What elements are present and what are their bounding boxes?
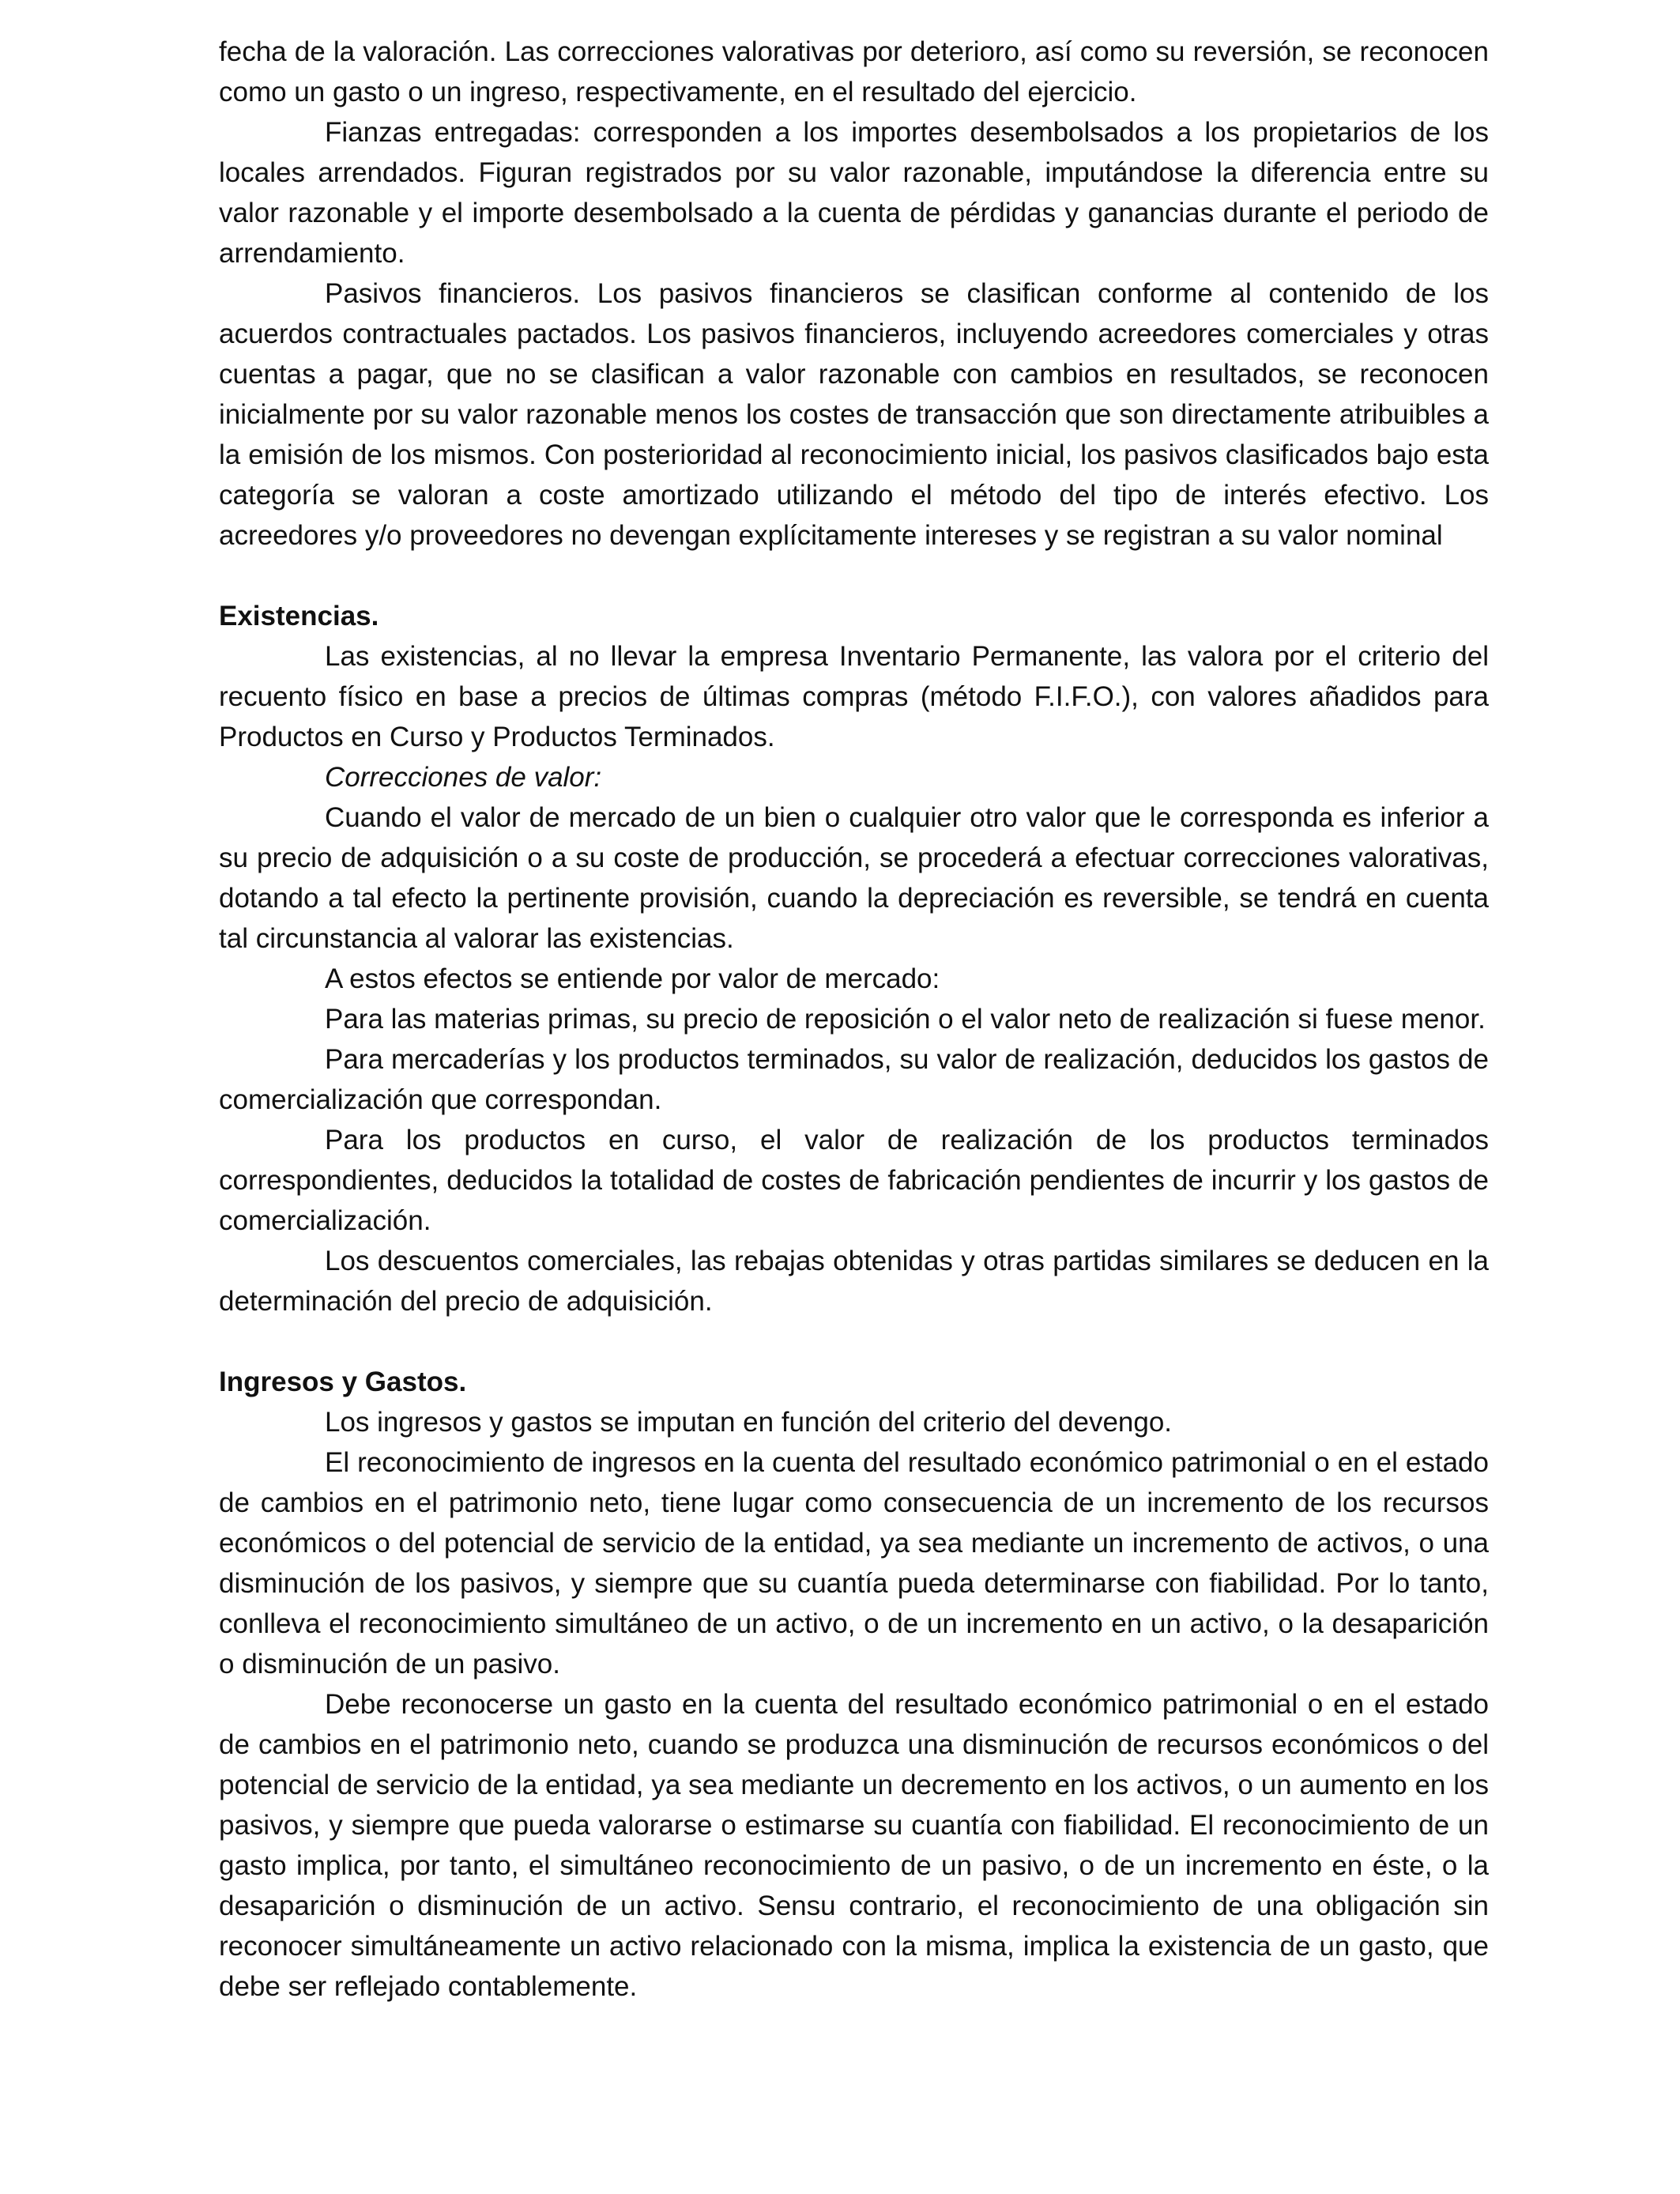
paragraph-reconocimiento-ingresos: El reconocimiento de ingresos en la cuenta del resultado económico patrimonial o en el estado de cambios en el patrimonio neto, tiene lugar como consecuencia de un incremento de los recursos económicos o del potencial de servicio de la entidad, ya sea mediante un incremento de activos, o una disminución de los pasivos, y siempre que su cuantía pueda determinarse con fiabilidad. Por lo tanto, conlleva el reconocimiento simultáneo de un activo, o de un incremento en un activo, o la desaparición o disminución de un pasivo. (219, 1447, 1489, 1679)
paragraph-descuentos-comerciales: Los descuentos comerciales, las rebajas obtenidas y otras partidas similares se deducen en la determinación del precio de adquisición. (219, 1246, 1489, 1317)
paragraph-reconocimiento-gasto: Debe reconocerse un gasto en la cuenta del resultado económico patrimonial o en el estado de cambios en el patrimonio neto, cuando se produzca una disminución de recursos económicos o del potencial de servicio de la entidad, ya sea mediante un decremento en los activos, o un aumento en los pasivos, y siempre que pueda valorarse o estimarse su cuantía con fiabilidad. El reconocimiento de un gasto implica, por tanto, el simultáneo reconocimiento de un pasivo, o de un incremento en éste, o la desaparición o disminución de un activo. Sensu contrario, el reconocimiento de una obligación sin reconocer simultáneamente un activo relacionado con la misma, implica la existencia de un gasto, que debe ser reflejado contablemente. (219, 1689, 1489, 2002)
paragraph-valor-de-mercado: A estos efectos se entiende por valor de mercado: (325, 963, 940, 994)
paragraph-productos-en-curso: Para los productos en curso, el valor de realización de los productos terminados correspondientes, deducidos la totalidad de costes de fabricación pendientes de incurrir y los gastos de comercialización. (219, 1125, 1489, 1236)
document-page (219, 32, 1489, 2007)
subheading-correcciones-de-valor: Correcciones de valor: (325, 762, 602, 793)
section-spacer (219, 1321, 1489, 1362)
paragraph-correcciones-valorativas: Cuando el valor de mercado de un bien o cualquier otro valor que le corresponda es inferior a su precio de adquisición o a su coste de producción, se procederá a efectuar correcciones valorativas, dotando a tal efecto la pertinente provisión, cuando la depreciación es reversible, se tendrá en cuenta tal circunstancia al valorar las existencias. (219, 802, 1489, 954)
paragraph-existencias-criterio: Las existencias, al no llevar la empresa Inventario Permanente, las valora por el criterio del recuento físico en base a precios de últimas compras (método F.I.F.O.), con valores añadidos para Productos en Curso y Productos Terminados. (219, 641, 1489, 752)
section-spacer (219, 556, 1489, 596)
paragraph-mercaderias: Para mercaderías y los productos terminados, su valor de realización, deducidos los gastos de comercialización que correspondan. (219, 1044, 1489, 1115)
paragraph-valoracion-continuation: fecha de la valoración. Las correcciones valorativas por deterioro, así como su reversión, se reconocen como un gasto o un ingreso, respectivamente, en el resultado del ejercicio. (219, 36, 1489, 107)
paragraph-materias-primas: Para las materias primas, su precio de reposición o el valor neto de realización si fuese menor. (325, 1004, 1486, 1035)
paragraph-pasivos-financieros: Pasivos financieros. Los pasivos financieros se clasifican conforme al contenido de los acuerdos contractuales pactados. Los pasivos financieros, incluyendo acreedores comerciales y otras cuentas a pagar, que no se clasifican a valor razonable con cambios en resultados, se reconocen inicialmente por su valor razonable menos los costes de transacción que son directamente atribuibles a la emisión de los mismos. Con posterioridad al reconocimiento inicial, los pasivos clasificados bajo esta categoría se valoran a coste amortizado utilizando el método del tipo de interés efectivo. Los acreedores y/o proveedores no devengan explícitamente intereses y se registran a su valor nominal (219, 278, 1489, 551)
heading-ingresos-y-gastos: Ingresos y Gastos. (219, 1367, 467, 1397)
paragraph-fianzas-entregadas: Fianzas entregadas: corresponden a los importes desembolsados a los propietarios de los locales arrendados. Figuran registrados por su valor razonable, imputándose la diferencia entre su valor razonable y el importe desembolsado a la cuenta de pérdidas y ganancias durante el periodo de arrendamiento. (219, 117, 1489, 269)
paragraph-criterio-devengo: Los ingresos y gastos se imputan en función del criterio del devengo. (325, 1407, 1173, 1438)
heading-existencias: Existencias. (219, 601, 379, 631)
